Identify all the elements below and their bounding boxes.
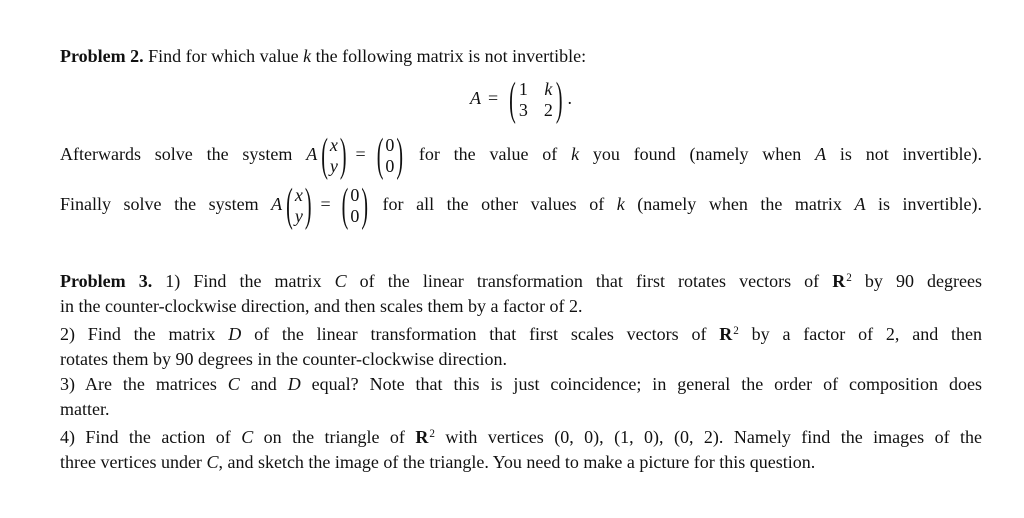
afterwards-line xyxy=(60,131,982,181)
text-segment: three vertices under xyxy=(60,452,207,473)
right-paren: ) xyxy=(396,130,404,182)
problem3-line xyxy=(60,372,982,397)
text-segment: in the counter-clockwise direction, and then scales them by a factor of 2. xyxy=(60,296,583,317)
text-segment: by 90 degrees xyxy=(851,271,983,292)
vector-entry: x xyxy=(329,135,338,155)
text-segment: Find for which value xyxy=(143,46,304,66)
problem3-section xyxy=(60,266,982,475)
left-paren: ( xyxy=(321,130,328,182)
text-segment: for the value of xyxy=(405,144,572,165)
left-paren: ( xyxy=(341,180,349,232)
column-vector-zero xyxy=(342,181,368,231)
right-paren: ) xyxy=(339,130,347,182)
line-trail xyxy=(370,194,982,214)
text-segment: C xyxy=(206,452,219,473)
line-trail xyxy=(405,144,982,164)
matrix-A xyxy=(509,75,562,125)
equation-period: . xyxy=(567,88,572,109)
text-segment: with vertices (0, 0), (1, 0), (0, 2). Namely find the images of the xyxy=(434,427,982,448)
text-segment: C xyxy=(227,374,240,395)
text-segment: Problem 3. xyxy=(60,271,153,292)
text-segment: of the linear transformation that first rotates vectors of xyxy=(346,271,833,292)
problem3-line xyxy=(60,450,982,475)
text-segment: k xyxy=(303,46,312,66)
text-segment: of the linear transformation that first scales vectors of xyxy=(241,324,720,345)
text-segment: 2 xyxy=(846,272,852,284)
left-paren: ( xyxy=(509,74,516,126)
text-segment: Finally solve the system xyxy=(60,194,272,215)
right-paren: ) xyxy=(304,180,312,232)
column-vector-xy xyxy=(321,131,346,181)
vector-entry: 0 xyxy=(350,206,360,226)
text-segment: rotates them by 90 degrees in the counter-clockwise direction. xyxy=(60,349,507,370)
text-segment: 1) Find the matrix xyxy=(152,271,335,292)
text-segment: C xyxy=(334,271,347,292)
finally-line xyxy=(60,181,982,231)
text-segment: Afterwards solve the system xyxy=(60,144,307,165)
text-segment: (namely when the matrix xyxy=(624,194,855,215)
vector-entry: y xyxy=(294,206,303,226)
text-segment: A xyxy=(271,194,283,215)
text-segment: is not invertible). xyxy=(826,144,982,165)
text-segment: on the triangle of xyxy=(253,427,416,448)
matrix-cells xyxy=(516,79,556,121)
text-segment: R xyxy=(832,271,846,292)
problem2-title xyxy=(60,44,982,69)
column-vector-zero xyxy=(377,131,403,181)
problem3-line xyxy=(60,397,982,422)
text-segment: by a factor of 2, and then xyxy=(738,324,982,345)
display-equation xyxy=(60,75,982,125)
left-paren: ( xyxy=(286,180,293,232)
text-segment: 2 xyxy=(429,428,435,441)
problem3-line xyxy=(60,347,982,372)
text-segment: , and sketch the image of the triangle. You need to make a picture for this question. xyxy=(218,452,816,473)
text-segment: D xyxy=(228,324,242,345)
text-segment: and xyxy=(239,374,288,395)
text-segment: is invertible). xyxy=(865,194,983,215)
text-segment: 2) Find the matrix xyxy=(60,324,229,345)
text-segment: matter. xyxy=(60,399,110,420)
text-segment: A xyxy=(306,144,318,165)
right-paren: ) xyxy=(555,74,563,126)
text-segment: D xyxy=(287,374,301,395)
text-segment: R xyxy=(415,427,429,448)
text-segment: k xyxy=(616,194,625,215)
text-segment: R xyxy=(719,324,733,345)
text-segment: 2 xyxy=(733,325,739,338)
line-lead xyxy=(60,144,317,164)
equals-sign: = xyxy=(355,144,366,165)
matrix-cell: k xyxy=(544,79,553,99)
right-paren: ) xyxy=(361,180,369,232)
text-segment: A xyxy=(854,194,866,215)
equation-lhs: A xyxy=(470,88,481,109)
text-segment: equal? Note that this is just coincidence; in general the order of composition does xyxy=(300,374,982,395)
vector-entry: 0 xyxy=(385,156,395,176)
line-lead xyxy=(60,194,282,214)
matrix-cell: 3 xyxy=(518,100,528,120)
vector-entry: y xyxy=(329,156,338,176)
vector-entry: 0 xyxy=(385,135,395,155)
text-segment: 4) Find the action of xyxy=(60,427,242,448)
vector-entry: 0 xyxy=(350,185,360,205)
left-paren: ( xyxy=(376,130,384,182)
text-segment: 3) Are the matrices xyxy=(60,374,228,395)
problem2-section xyxy=(60,44,982,231)
text-segment: for all the other values of xyxy=(370,194,617,215)
matrix-cell: 2 xyxy=(543,100,553,120)
problem3-line xyxy=(60,319,982,347)
text-segment: Problem 2. xyxy=(60,46,144,66)
text-segment: you found (namely when xyxy=(579,144,816,165)
column-vector-xy xyxy=(286,181,311,231)
equals-sign: = xyxy=(320,194,331,215)
problem3-line xyxy=(60,294,982,319)
matrix-cell: 1 xyxy=(518,79,528,99)
equals-sign: = xyxy=(488,88,499,109)
problem3-line xyxy=(60,266,982,294)
text-segment: C xyxy=(241,427,254,448)
vector-entry: x xyxy=(294,185,303,205)
text-segment: the following matrix is not invertible: xyxy=(311,46,587,66)
text-segment: A xyxy=(815,144,827,165)
problem3-line xyxy=(60,422,982,450)
text-segment: k xyxy=(571,144,580,165)
